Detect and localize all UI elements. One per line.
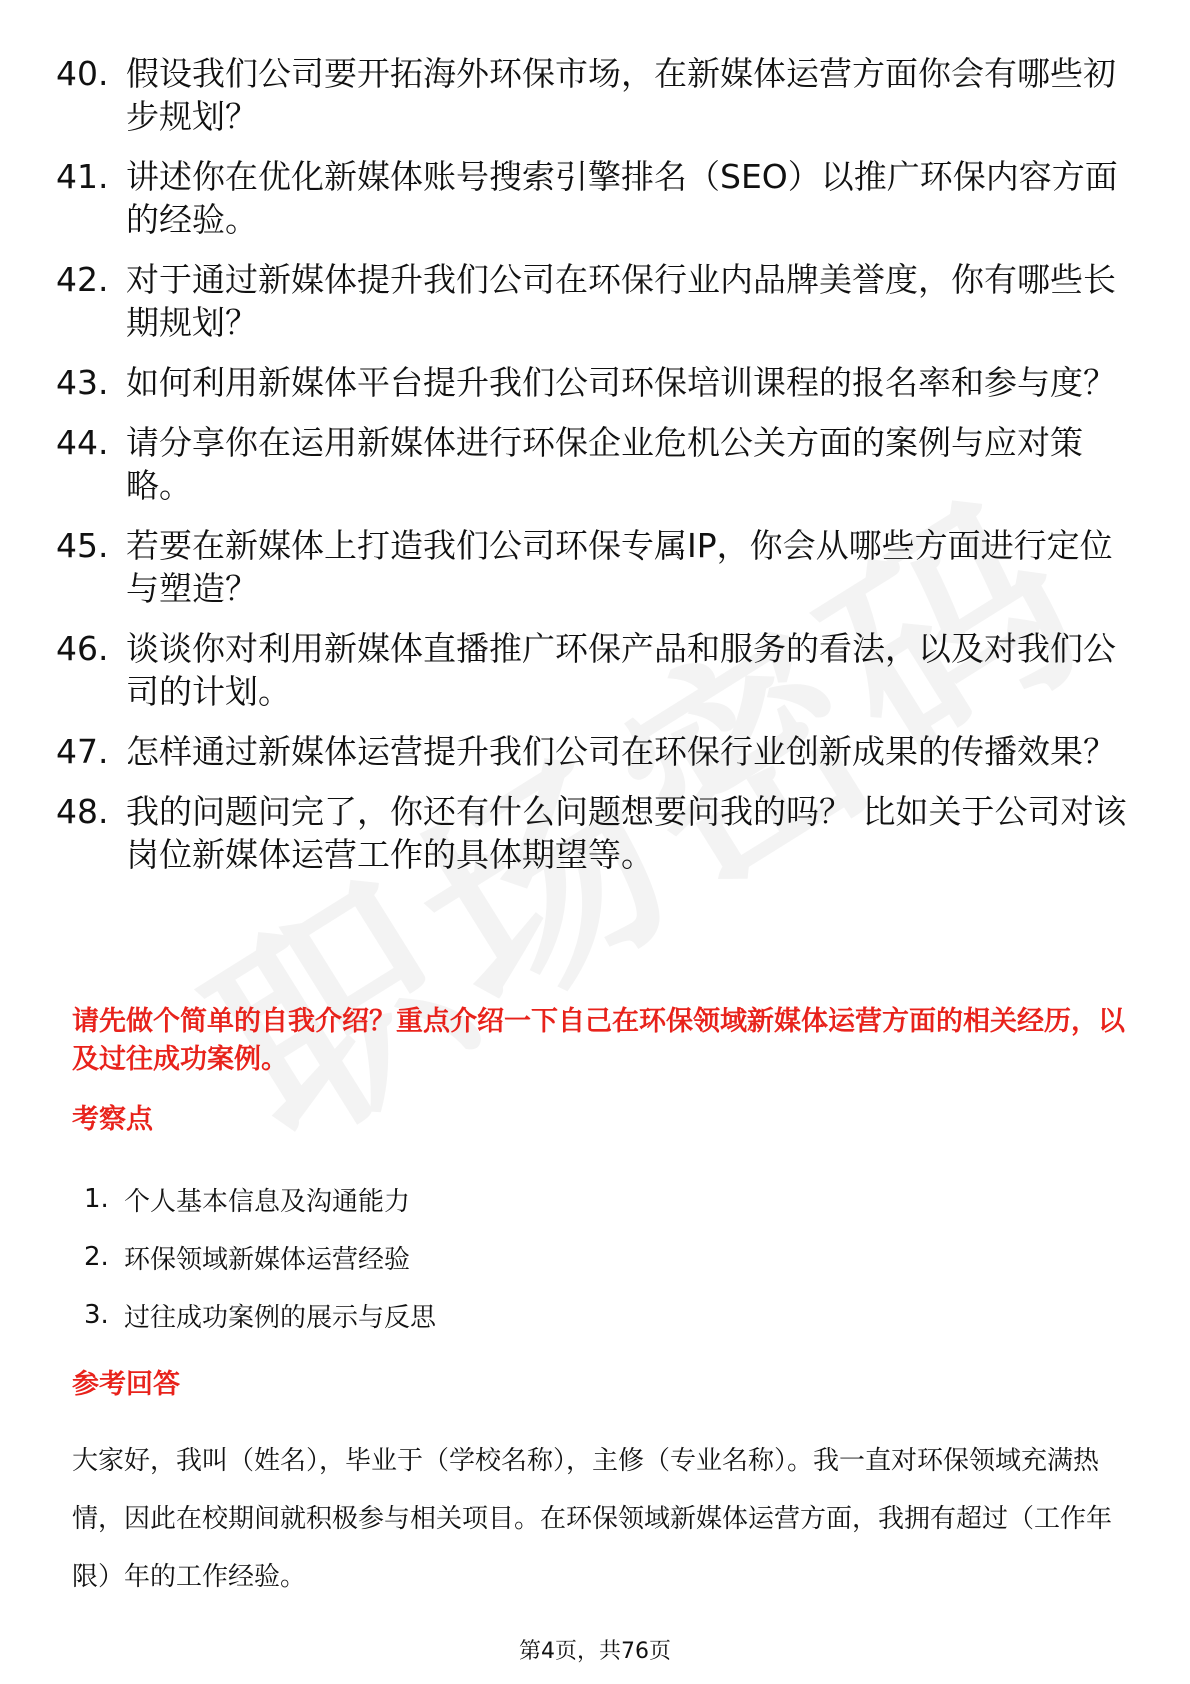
key-point-text: 个人基本信息及沟通能力 — [124, 1186, 411, 1217]
question-list — [56, 52, 1136, 893]
key-point-number: 2. — [84, 1242, 109, 1272]
question-number: 41. — [56, 157, 109, 196]
question-number: 46. — [56, 629, 109, 668]
question-number: 45. — [56, 526, 109, 565]
question-number: 47. — [56, 732, 109, 771]
list-item — [56, 155, 1136, 241]
list-item — [56, 421, 1136, 507]
list-item — [56, 524, 1136, 610]
key-point-text: 过往成功案例的展示与反思 — [124, 1302, 437, 1333]
key-points-list — [84, 1170, 436, 1344]
list-item — [56, 258, 1136, 344]
answer-title: 参考回答 — [72, 1369, 180, 1400]
question-text: 我的问题问完了，你还有什么问题想要问我的吗？ 比如关于公司对该岗位新媒体运营工作的具体期望等。 — [126, 792, 1127, 874]
key-point-number: 3. — [84, 1300, 109, 1330]
key-point-number: 1. — [84, 1184, 109, 1214]
page-footer: 第4页，共76页 — [519, 1639, 671, 1664]
list-item — [84, 1228, 436, 1286]
question-text: 怎样通过新媒体运营提升我们公司在环保行业创新成果的传播效果？ — [126, 732, 1116, 771]
question-text: 请分享你在运用新媒体进行环保企业危机公关方面的案例与应对策略。 — [126, 423, 1083, 505]
list-item — [84, 1170, 436, 1228]
question-number: 48. — [56, 792, 109, 831]
question-text: 讲述你在优化新媒体账号搜索引擎排名（SEO）以推广环保内容方面的经验。 — [126, 157, 1118, 239]
list-item — [84, 1286, 436, 1344]
key-points-title: 考察点 — [72, 1104, 153, 1135]
question-number: 42. — [56, 260, 109, 299]
question-text: 若要在新媒体上打造我们公司环保专属IP，你会从哪些方面进行定位与塑造？ — [126, 526, 1113, 608]
question-number: 43. — [56, 363, 109, 402]
list-item — [56, 361, 1136, 404]
answer-text: 大家好，我叫（姓名），毕业于（学校名称），主修（专业名称）。我一直对环保领域充满热情，因此在校期间就积极参与相关项目。在环保领域新媒体运营方面，我拥有超过（工作年限）年的工作经验。 — [72, 1446, 1113, 1592]
key-point-text: 环保领域新媒体运营经验 — [124, 1244, 411, 1275]
question-text: 假设我们公司要开拓海外环保市场，在新媒体运营方面你会有哪些初步规划？ — [126, 54, 1116, 136]
list-item — [56, 730, 1136, 773]
question-number: 44. — [56, 423, 109, 462]
question-text: 对于通过新媒体提升我们公司在环保行业内品牌美誉度，你有哪些长期规划？ — [126, 260, 1116, 342]
list-item — [56, 627, 1136, 713]
list-item — [56, 52, 1136, 138]
featured-question: 请先做个简单的自我介绍？重点介绍一下自己在环保领域新媒体运营方面的相关经历，以及过往成功案例。 — [72, 1006, 1125, 1075]
list-item — [56, 790, 1136, 876]
question-text: 谈谈你对利用新媒体直播推广环保产品和服务的看法，以及对我们公司的计划。 — [126, 629, 1116, 711]
question-number: 40. — [56, 54, 109, 93]
question-text: 如何利用新媒体平台提升我们公司环保培训课程的报名率和参与度？ — [126, 363, 1116, 402]
